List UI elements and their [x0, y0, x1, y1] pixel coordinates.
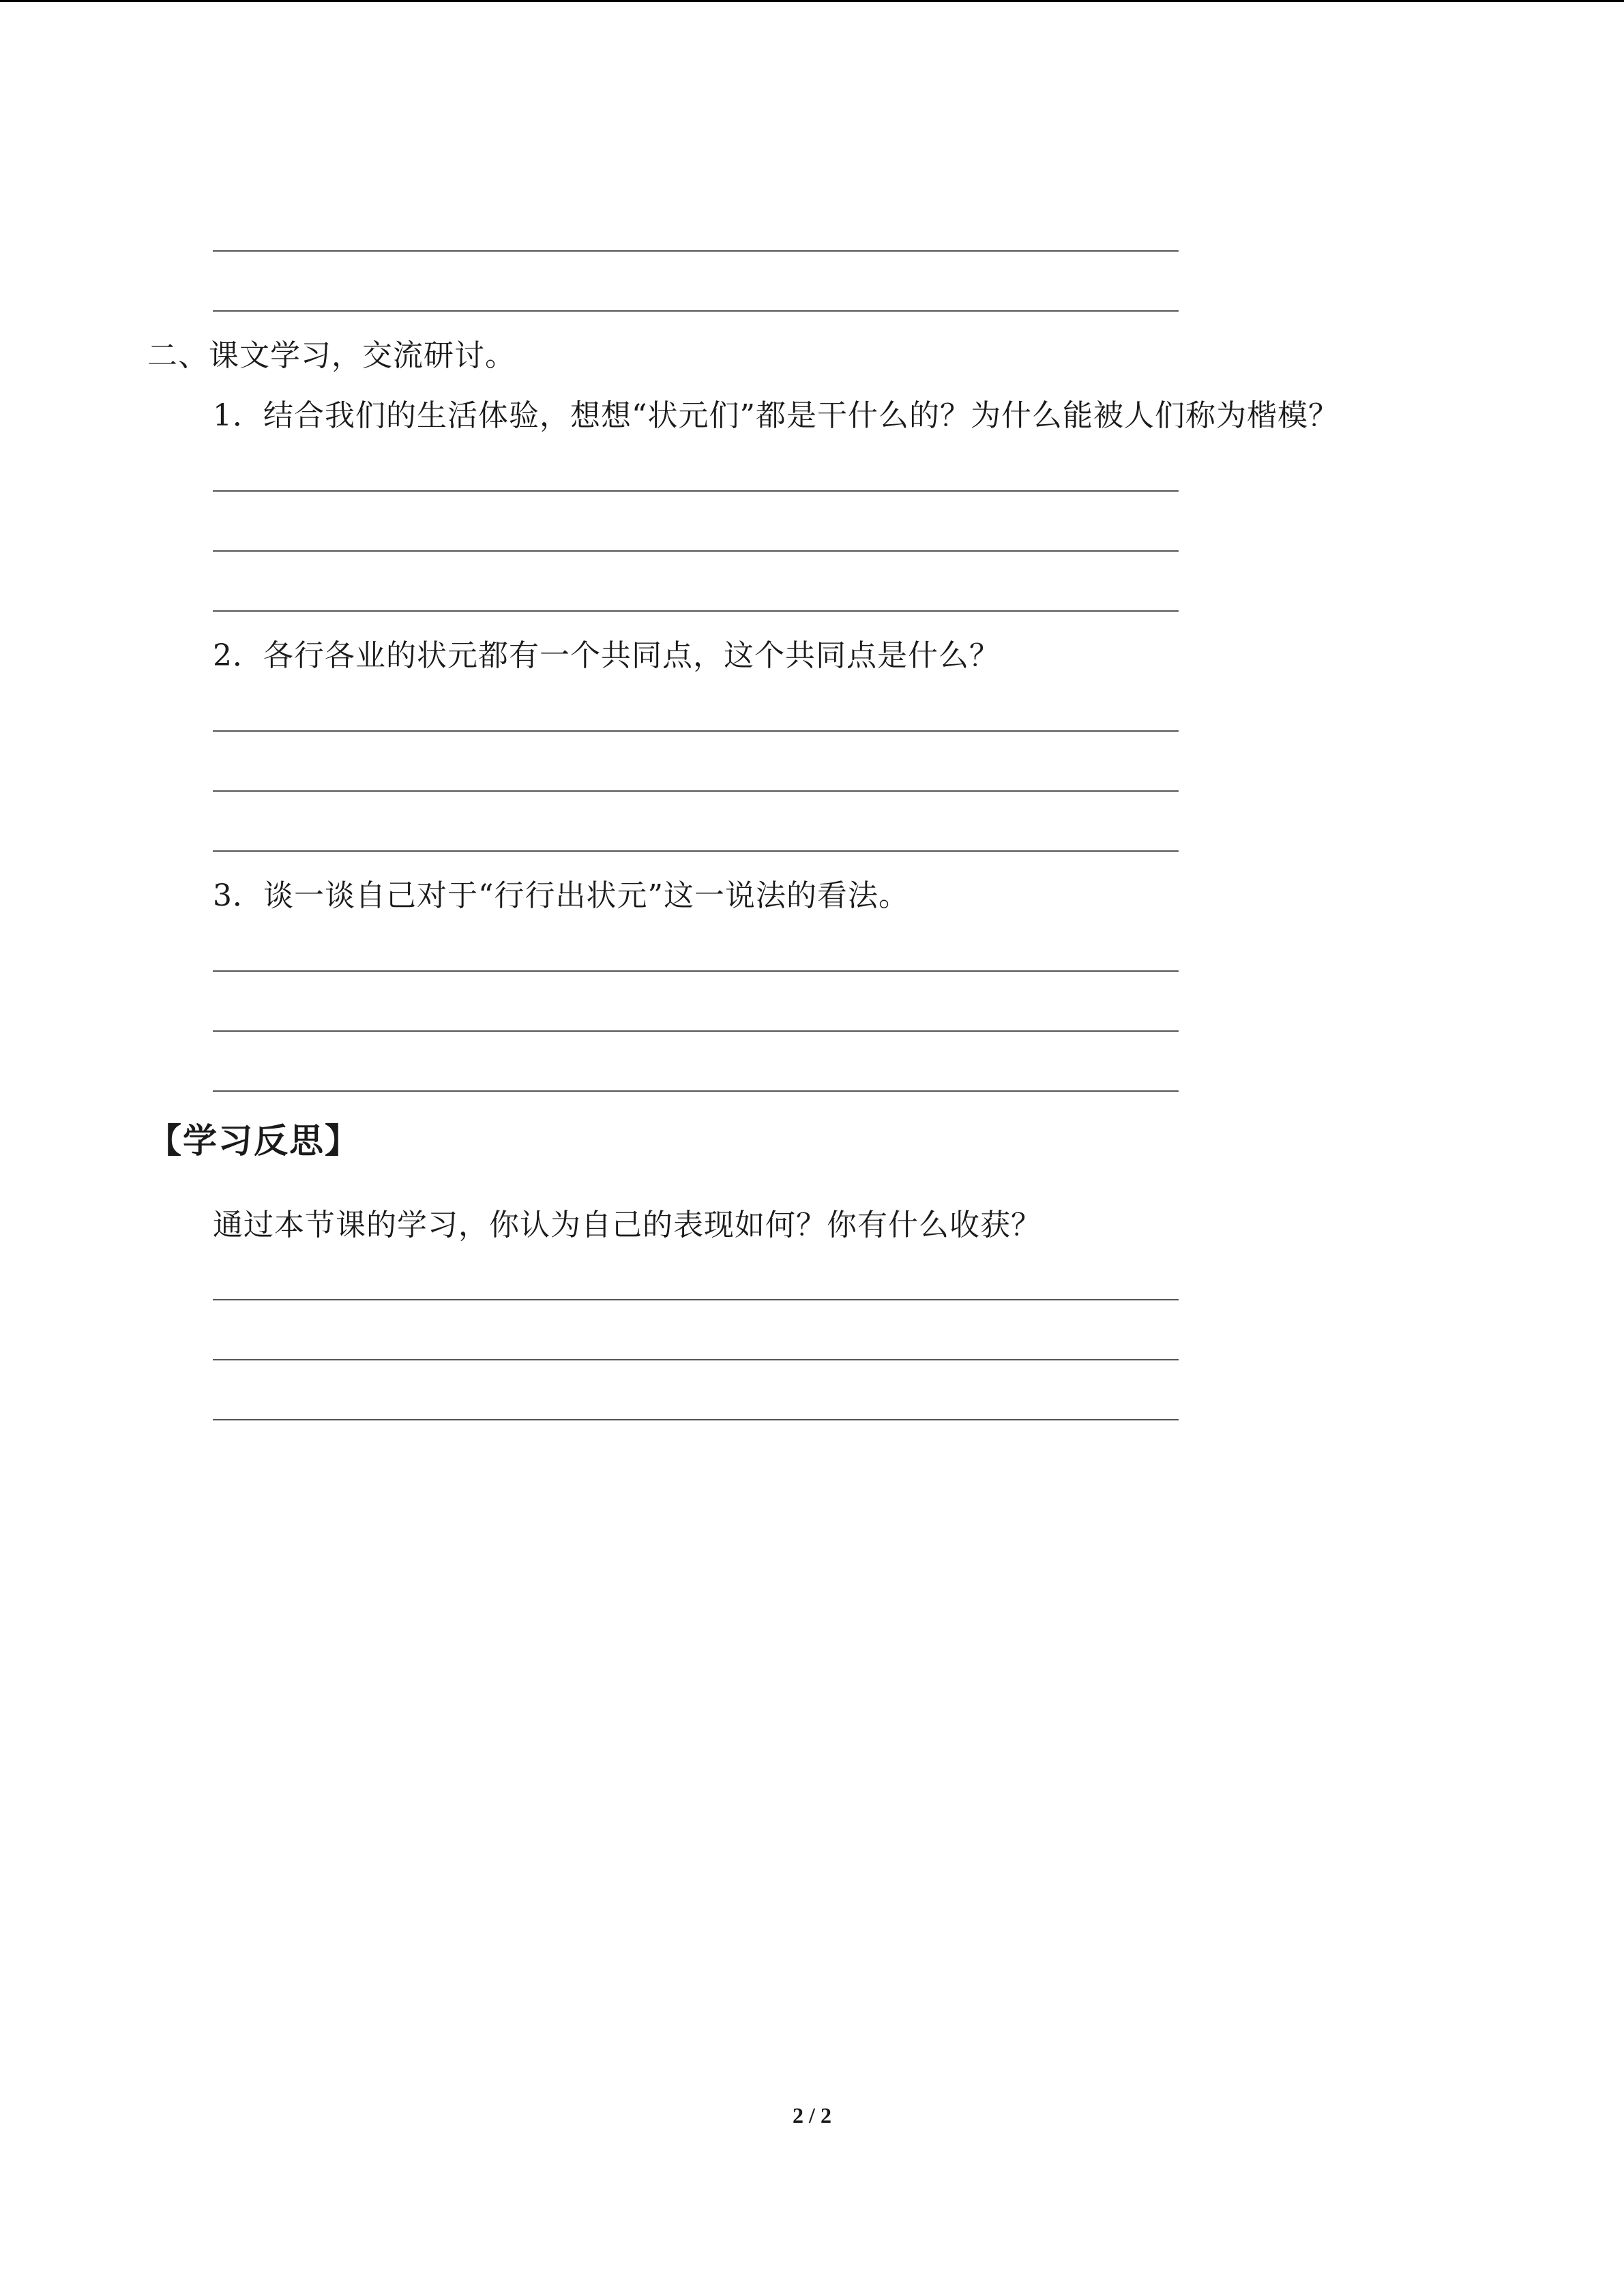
reflection-answer-line[interactable]: [213, 1419, 1179, 1420]
question-1-answer-line[interactable]: [213, 610, 1179, 612]
page-top-border: [0, 0, 1624, 2]
reflection-heading: 【学习反思】: [147, 1121, 360, 1161]
question-1-answer-line[interactable]: [213, 550, 1179, 552]
reflection-answer-line[interactable]: [213, 1299, 1179, 1300]
question-2: 2．各行各业的状元都有一个共同点，这个共同点是什么？: [213, 638, 1000, 673]
reflection-answer-line[interactable]: [213, 1359, 1179, 1360]
question-3-answer-line[interactable]: [213, 970, 1179, 972]
question-3-answer-line[interactable]: [213, 1090, 1179, 1092]
answer-line[interactable]: [213, 250, 1179, 252]
question-1: 1．结合我们的生活体验，想想“状元们”都是干什么的？为什么能被人们称为楷模？: [213, 398, 1339, 433]
question-1-answer-line[interactable]: [213, 490, 1179, 492]
question-2-answer-line[interactable]: [213, 790, 1179, 792]
question-3-answer-line[interactable]: [213, 1030, 1179, 1032]
answer-line[interactable]: [213, 310, 1179, 312]
page-number: 2 / 2: [793, 2103, 831, 2128]
reflection-prompt: 通过本节课的学习，你认为自己的表现如何？你有什么收获？: [213, 1208, 1042, 1242]
section-two-title: 二、课文学习，交流研讨。: [147, 338, 516, 373]
question-3: 3．谈一谈自己对于“行行出状元”这一说法的看法。: [213, 878, 909, 913]
question-2-answer-line[interactable]: [213, 730, 1179, 732]
question-2-answer-line[interactable]: [213, 850, 1179, 852]
